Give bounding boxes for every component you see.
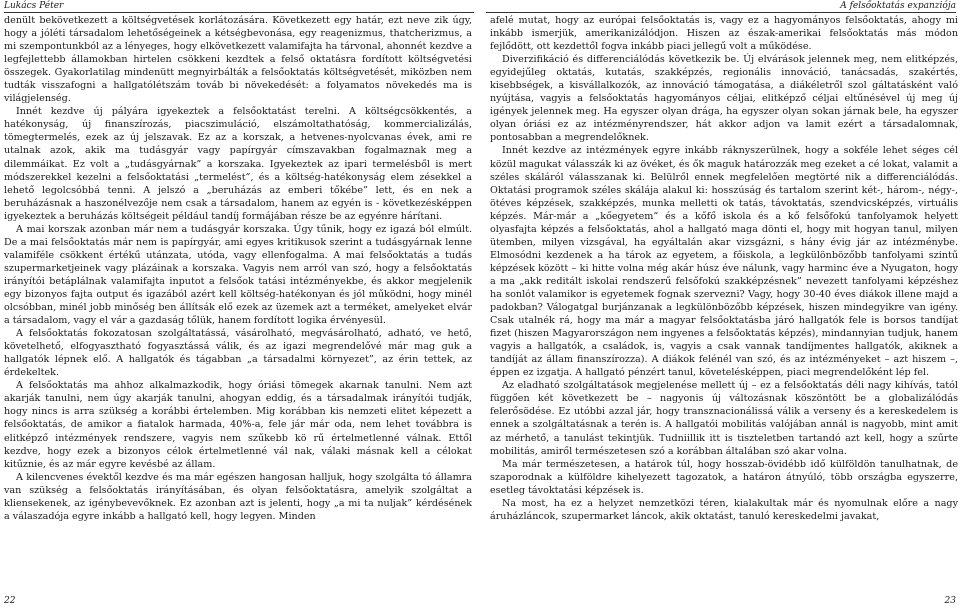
paragraph: A mai korszak azonban már nem a tudásgyár korszaka. Úgy tűnik, hogy ez igazá ból elmúlt. De a mai felsőoktatás már nem is papírgyár, ami egyes kritikusok szerint a tudásgyárnak lenne valamiféle csökkent értékű utánzata, utóda, vagy ellenfogalma. A mai felsőoktatás a tudás szupermarketjeinek vagy plázáinak a korszaka. Vagyis nem arról van szó, hogy a felsőoktatás irányítói betáplálnak valamifajta inputot a felsőok tatási intézményekbe, és akkor megjelenik egy bizonyos fajta output és igazából azért kell költség-hatékonyan és jól működni, hogy minél olcsóbban, minél jobb minőség ben állítsák elő ezek az üzemek azt a terméket, amelyeket elvár a társadalom, vagy el vár a gazdaság tőlük, hanem fordított logika érvényesül. <box>4 223 472 327</box>
paragraph: A felsőoktatás fokozatosan szolgáltatássá, vásárolható, megvásárolható, adható, ve hető, követelhető, elfogyasztható fogyasztássá válik, és az igazi megrendelővé már mag guk a hallgatók lépnek elő. A hallgatók és tágabban „a társadalmi környezet”, az érin tettek, az érdekeltek. <box>4 328 472 379</box>
header-rule-right <box>486 12 956 13</box>
paragraph: A kilencvenes évektől kezdve és ma már egészen hangosan halljuk, hogy szolgálta tó államra van szükség a felsőoktatás irányításában, és olyan felsőoktatásra, amelyik szolgáltat a kliensekenek, az igénybevevőknek. Ez azonban azt is jelenti, hogy „a mi ta nuljak” kérdésének a válaszadója egyre inkább a hallgató kell, hogy legyen. Minden <box>4 471 472 522</box>
paragraph: afelé mutat, hogy az európai felsőoktatás is, vagy ez a hagyományos felsőoktatás, ahogy mi inkább ismerjük, amerikanizálódjon. Hiszen az észak-amerikai felsőoktatás más módon fejlődött, ott kezdettől fogva inkább piaci jellegű volt a működése. <box>490 15 958 53</box>
right-page <box>480 0 960 608</box>
paragraph: Innét kezdve az intézmények egyre inkább ráknyszerülnek, hogy a sokféle lehet séges cél közül magukat válasszák ki az övéket, és ők maguk határozzák meg ezeket a cé lokat, valamit a széles skáláról válasszanak ki. Belülről ennek megfelelően megtörté nik a differenciálódás. Oktatási programok széles skálája alakul ki: hosszúság és tartalom szerint két-, három-, négy-, ötéves képzések, szakképzés, munka melletti ok tatás, távoktatás, szendvicsképzés, virtuális képzés. Már-már a „kőegyetem” és a kőfő iskola és a kő felsőfokú tanfolyamok helyett olyasfajta képzés a felsőoktatás, ahol a hallgató maga dönti el, hogy mit hogyan tanul, milyen ütemben, milyen vizsgával, ha egyáltalán akar vizsgázni, s hány évig jár az intézménybe. Elmosódni kezdenek a ha tárok az egyetem, a főiskola, a legkülönbözőbb tanfolyami szintű képzések között – ki hitte volna még akár húsz éve nálunk, vagy harminc éve a Nyugaton, hogy a ma „akk reditált iskolai rendszerű felsőfokú szakképzésnek” nevezett tanfolyami képzéshez ha sonlót valamikor is egyetemek fognak szervezni? Vagy, hogy 30-40 éves diákok illene majd a padokban? Válogatgal burjánzanak a legkülönbözőbb képzések, hiszen mindegyikre van igény. Csak utalnék rá, hogy ma már a magyar felsőoktatásba járó hallgatók fele is borsos tandíjat fizet (hiszen Magyarországon nem ingyenes a felsőoktatás képzés), mindannyian tudjuk, hanem vagyis a hallgatók, a családok, is, vagyis a csak vannak tandíjmentes hallgatók, akiknek a tandíját az állam finanszírozza). A diákok felénél van szó, és az intézményeket – azt hiszem –, éppen ez izgatja. A hallgató pénzért tanul, követelésképpen, piaci megrendelőként lép fel. <box>490 145 958 379</box>
paragraph: Ma már természetesen, a határok túl, hogy hosszab-övidébb idő külföldön tanulhatnak, de szaporodnak a külföldre kihelyezett tagozatok, a határon átnyúló, több országba egyszerre, esetleg távoktatási képzések is. <box>490 458 958 496</box>
paragraph: A felsőoktatás ma ahhoz alkalmazkodik, hogy óriási tömegek akarnak tanulni. Nem azt akarják tanulni, nem úgy akarják tanulni, ahogyan eddig, és a társadalmak irányítói tudják, hogy nincs is arra szükség a korábbi értelemben. Mig korábban kis nemzeti elitet képezett a felsőoktatás, de amikor a fiatalok harmada, 40%-a, fele jár már oda, nem lehet továbbra is elitképző intézmények rendszere, vagyis nem szűkebb kö rű értelmetlenné válnak. Ettől kezdve, hogy ezek a bizonyos célok értelmetlenné vál nak, válaki másnak kell a célokat kitűznie, és az már egyre kevésbé az állam. <box>4 380 472 470</box>
page-number-right: 23 <box>944 596 956 606</box>
running-head-right: A felsőoktatás expanziója <box>840 1 956 11</box>
paragraph: denült bekövetkezett a költségvetések korlátozására. Következett egy határ, ezt neve zik úgy, hogy a jóléti társadalom lehetőségeinek a kétségbevonása, egy reagenizmus, thatcherizmus, a mi szempontunkból az a lényeges, hogy elkövetkezett valamifajta ha tárvonal, ahonnét kezdve a legfejlettebb államokban hirtelen csökkeni kezdtek a felső oktatásra fordított költségvetési összegek. Gyakorlatilag mindenütt megnyirbálták a felsőoktatás költségvetését, miközben nem tudták visszafogni a hallgatólétszám továb bi növekedését: a folyamatos növekedés ma is világjelenség. <box>4 15 472 105</box>
paragraph: Na most, ha ez a helyzet nemzetközi téren, kialakultak már és nyomulnak előre a nagy áruházláncok, szupermarket láncok, akik oktatást, tanuló kereskedelmi javakat, <box>490 497 958 522</box>
running-head-left: Lukács Péter <box>4 1 64 11</box>
right-text-column <box>490 14 958 523</box>
header-rule-left <box>4 12 474 13</box>
paragraph: Innét kezdve új pályára igyekeztek a felsőoktatást terelni. A költségcsökkentés, a hatékonyság, új finanszírozás, piacszimuláció, elszámoltathatóság, kommercializálás, tömegtermelés, ezek az új jelszavak. Ez az a korszak, a hetvenes-nyolcvanas évek, ami re utalnak azok, akik ma tudásgyár vagy papírgyár címszavakban fogalmaznak meg a dilemmáikat. Ez volt a „tudásgyárnak” a korszaka. Igyekeztek az ipari termelésből is mert módszerekkel kezelni a felsőoktatási „termelést”, és a költség-hatékonyság elem zésekkel a lehető legolcsóbbá tenni. A jelszó a „beruházás az emberi tőkébe” lett, és en nek a beruházásnak a haszonélvezője nem csak a társadalom, hanem az egyén is - következésképpen igyekeztek a beruházás költségeit például tandíj formájában része be az egyénre hárítani. <box>4 106 472 222</box>
left-text-column <box>4 14 472 523</box>
page-number-left: 22 <box>4 596 16 606</box>
paragraph: Diverzifikáció és differenciálódás következik be. Új elvárások jelennek meg, nem elitképzés, egyidejűleg oktatás, kutatás, szakképzés, regionális innováció, tanácsadás, szakértés, kisebbségek, a kisvállalkozók, az innováció támogatása, a diákéletről szol gáltatásként való nyújtása, vagyis a felsőoktatás hagyományos céljai, elitképző céljai eltűnésével új meg új igények jelennek meg. Ha egyszer olyan drága, ha egyszer olyan sokan járnak bele, ha egyszer olyan óriási ez az intézményrendszer, hát akkor adjon va lamit ezért a társadalomnak, pontosabban a megrendelőknek. <box>490 54 958 144</box>
paragraph: Az eladható szolgáltatások megjelenése mellett új – ez a felsőoktatás déli nagy kihívás, tatól függően két következett be – nagyonis új változásnak köszöntött be a globalizálódás felerősödése. Ez utóbbi azzal jár, hogy transznacionálissá válik a verseny és a kereskedelem is ennek a szolgáltatásnak a terén is. A hallgatói mobilitás valójában annál is nagyobb, mint amit az mérhető, a tanulást tekintjük. Tudniillik itt is tiszteletben tartandó azt kell, hogy a szűrte mobilitás, amiről természetesen szó a korábban általában szó akar volna. <box>490 380 958 457</box>
